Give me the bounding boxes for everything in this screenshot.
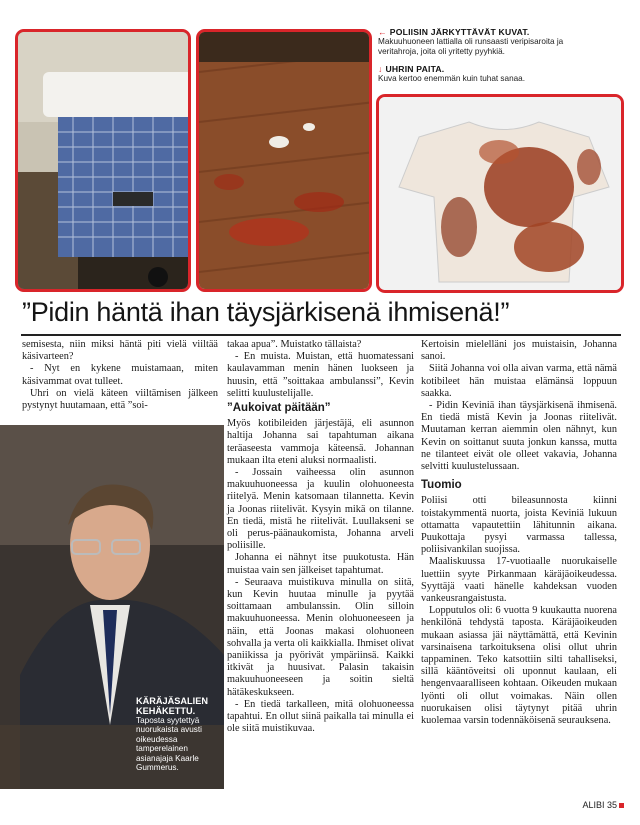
headline-rule (21, 334, 621, 336)
floor-photo (196, 29, 372, 292)
page-footer (582, 800, 624, 810)
floor-photo-image (199, 32, 372, 292)
article-headline: ”Pidin häntä ihan täysjärkisenä ihmisenä!” (22, 297, 510, 327)
caption-text: Makuuhuoneen lattialla oli runsaasti veripisaroita ja (378, 37, 564, 46)
paragraph: semisesta, niin miksi häntä piti vielä viiltää käsivarteen? (22, 339, 218, 363)
subheading: Tuomio (421, 479, 462, 492)
paragraph: - Pidin Keviniä ihan täysjärkisenä ihmisenä. En tiedä mistä Kevin ja Joonas riitelivät. Muutaman kerran aiemmin olen nähnyt, kun Kevin on soittanut suuta jonkun kanssa, mutta ne tilanteet eivät ole olleet vakavia, Johanna selvitti kuulustelussaan. (421, 400, 617, 473)
paragraph: takaa apua”. Muistatko tällaista? (227, 339, 362, 350)
paragraph: Maaliskuussa 17-vuotiaalle nuorukaiselle luettiin syyte Pirkanmaan käräjäoikeudessa. Syyttäjä vaati hänelle kahdeksan vuoden vankeusrangaistusta. (421, 556, 617, 605)
paragraph: - Seuraava muistikuva minulla on siitä, kun Kevin huutaa minulle ja pyytää soittamaan ambulanssin. Olin silloin makuuhuoneessa. Menin olohuoneeseen ja näin, että Joonas makasi olohuoneen sohvalla ja verta oli kaikkialla. Ihmiset olivat paniikissa ja pyörivät ympäriinsä. Kaikki itkivät ja huusivat. Palasin takaisin makuuhuoneeseen ja soitin sieltä hätäkeskukseen. (227, 576, 414, 698)
paragraph: Kertoisin mielelläni jos muistaisin, Johanna sanoi. (421, 339, 617, 363)
column-3 (421, 339, 617, 727)
arrow-left-icon: ← (378, 27, 387, 37)
caption-heading: UHRIN PAITA. (385, 63, 445, 74)
caption-police-photos (378, 27, 618, 58)
square-icon (619, 803, 624, 808)
arrow-down-icon: ↓ (378, 63, 383, 74)
lawyer-photo-caption (136, 696, 226, 772)
page-number: ALIBI 35 (582, 800, 617, 810)
paragraph: Johanna ei nähnyt itse puukotusta. Hän muistaa vain sen jälkeiset tapahtumat. (227, 552, 414, 576)
caption-text: Kuva kertoo enemmän kuin tuhat sanaa. (378, 73, 526, 83)
column-1 (22, 339, 218, 412)
photo-captions (378, 27, 618, 84)
caption-text: veritahroja, joita oli yritetty pyyhkiä. (378, 47, 505, 57)
paragraph: - Jossain vaiheessa olin asunnon makuuhuoneessa ja kuulin olohuoneesta riitelyä. Menin katsomaan tilannetta. Kevin ja Joonas riitelivät. Kysyin mikä on tilanne. En tiedä, mistä he riitelivät. Luullakseni se oli perus-päänaukomista, Johanna arveli poliisille. (227, 467, 414, 552)
shirt-photo-image (379, 97, 624, 293)
paragraph: Poliisi otti bileasunnosta kiinni toistakymmentä nuorta, joista Keviniä lukuun ottamatta vapautettiin lähitunnin aikana. Puukottaja pysyi varmassa tallessa, poliisivankilan suojissa. (421, 495, 617, 556)
column-2 (227, 339, 414, 736)
shirt-photo (376, 94, 624, 293)
paragraph: - En muista. Muistan, että huomatessani kaulavamman menin hänen luokseen ja huusin, että ”soittakaa ambulanssi”, Kevin selitti kuulustelijalle. (227, 351, 414, 399)
caption-victim-shirt (378, 64, 618, 84)
photo-caption-text: Taposta syytettyä nuorukaista avusti oikeudessa tamperelainen asianajaja Kaarle Gummerus. (136, 716, 202, 773)
subheading: ”Aukoivat päitään” (227, 402, 331, 415)
photo-caption-heading: KÄRÄJÄSALIEN KEHÄKETTU. (136, 696, 208, 716)
bedroom-photo (15, 29, 191, 292)
paragraph: Siitä Johanna voi olla aivan varma, että nämä kotibileet hän muistaa elämänsä loppuun saakka. (421, 363, 617, 399)
paragraph: Myös kotibileiden järjestäjä, eli asunnon haltija Johanna sai tapahtuman aikana teräaseesta vammoja käteensä. Johannan mukaan ilta eteni aluksi normaalisti. (227, 418, 414, 466)
paragraph: - En tiedä tarkalleen, mitä olohuoneessa tapahtui. En ollut siinä paikalla tai minulla ei ole siitä muistikuvaa. (227, 698, 414, 735)
paragraph: - Nyt en kykene muistamaan, miten käsivammat ovat tulleet. (22, 363, 218, 387)
caption-heading: POLIISIN JÄRKYTTÄVÄT KUVAT. (389, 27, 530, 37)
paragraph: Lopputulos oli: 6 vuotta 9 kuukautta nuorena henkilönä tehdystä taposta. Käräjäoikeuden mukaan asiassa jäi näyttämättä, että Kevinin varsinaisena tarkoituksena olisi ollut uhrin tappaminen. Teko katsottiin silti tahalliseksi, sillä kääntöveitsi oli uponnut kaulaan, eli hengenvaaralliseen kohtaan. Oikeuden mukaan lyönti oli ollut voimakas. Näin ollen nuorukaisen olisi täytynyt pitää uhrin kuolemaa varsin todennäköisenä seurauksena. (421, 605, 617, 727)
bedroom-photo-image (18, 32, 191, 292)
paragraph: Uhri on vielä käteen viiltämisen jälkeen pystynyt huutamaan, että ”soi- (22, 387, 218, 412)
